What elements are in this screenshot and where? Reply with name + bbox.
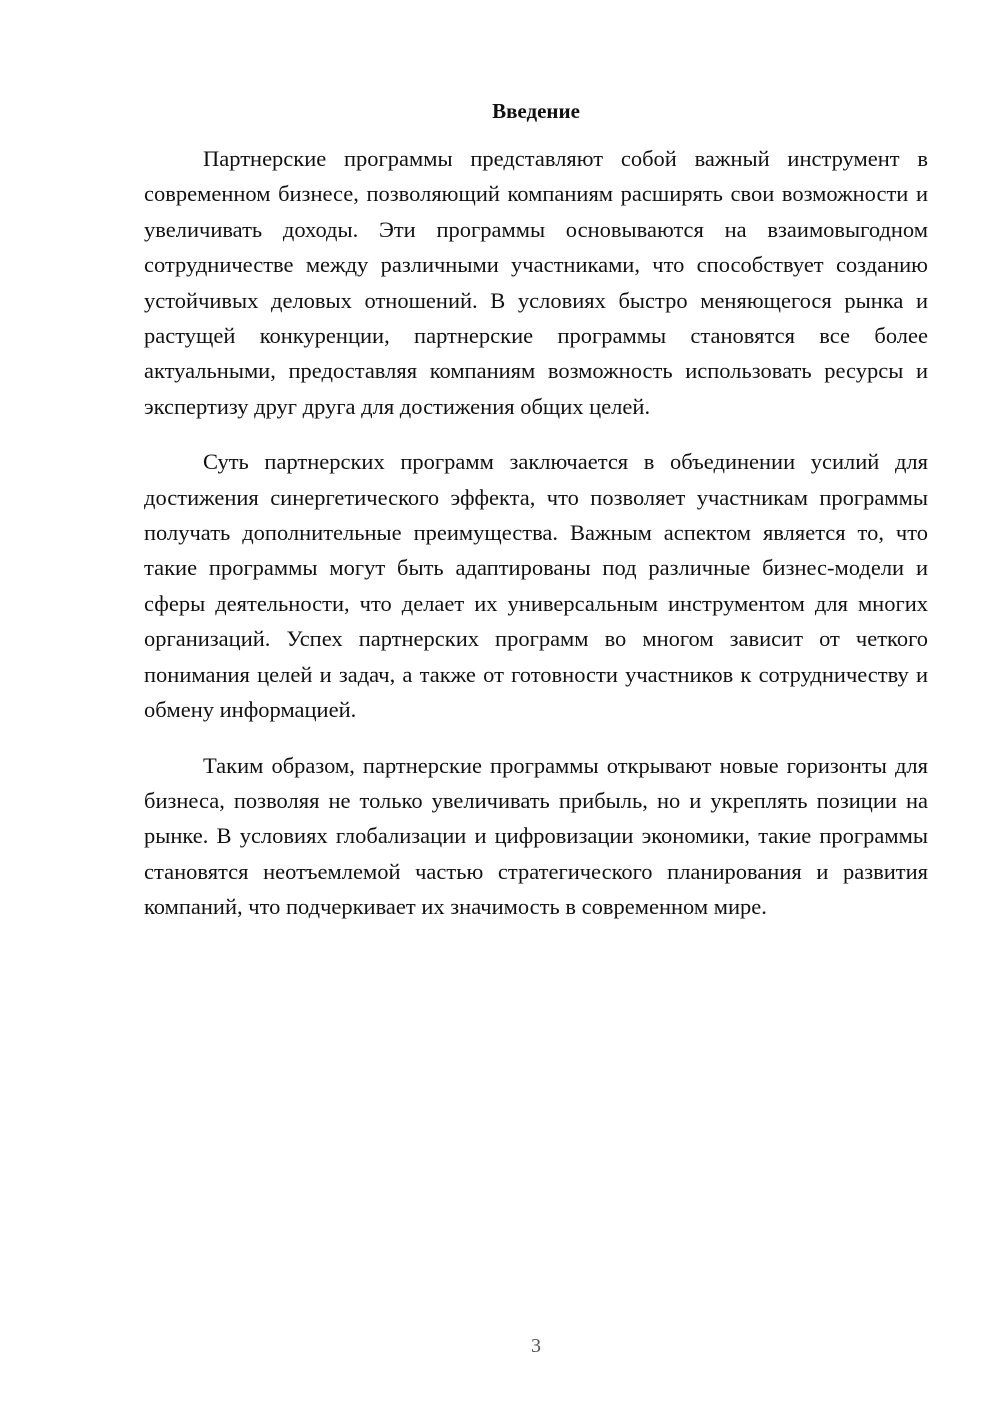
paragraph-1: Партнерские программы представляют собой важный инструмент в современном бизнесе, позволяющий компаниям расширять свои возможности и увеличивать доходы. Эти программы основываются на взаимовыгодном сотрудничестве между различными участниками, что способствует созданию устойчивых деловых отношений. В условиях быстро меняющегося рынка и растущей конкуренции, партнерские программы становятся все более актуальными, предоставляя компаниям возможность использовать ресурсы и экспертизу друг друга для достижения общих целей.	[144, 146, 928, 419]
page-title: Введение	[492, 99, 580, 123]
paragraph-2: Суть партнерских программ заключается в объединении усилий для достижения синергетического эффекта, что позволяет участникам программы получать дополнительные преимущества. Важным аспектом является то, что такие программы могут быть адаптированы под различные бизнес-модели и сферы деятельности, что делает их универсальным инструментом для многих организаций. Успех партнерских программ во многом зависит от четкого понимания целей и задач, а также от готовности участников к сотрудничеству и обмену информацией.	[144, 449, 928, 723]
paragraph-3: Таким образом, партнерские программы открывают новые горизонты для бизнеса, позволяя не только увеличивать прибыль, но и укреплять позиции на рынке. В условиях глобализации и цифровизации экономики, такие программы становятся неотъемлемой частью стратегического планирования и развития компаний, что подчеркивает их значимость в современном мире.	[144, 752, 928, 920]
page-number: 3	[531, 1335, 541, 1357]
body-text	[144, 141, 928, 945]
